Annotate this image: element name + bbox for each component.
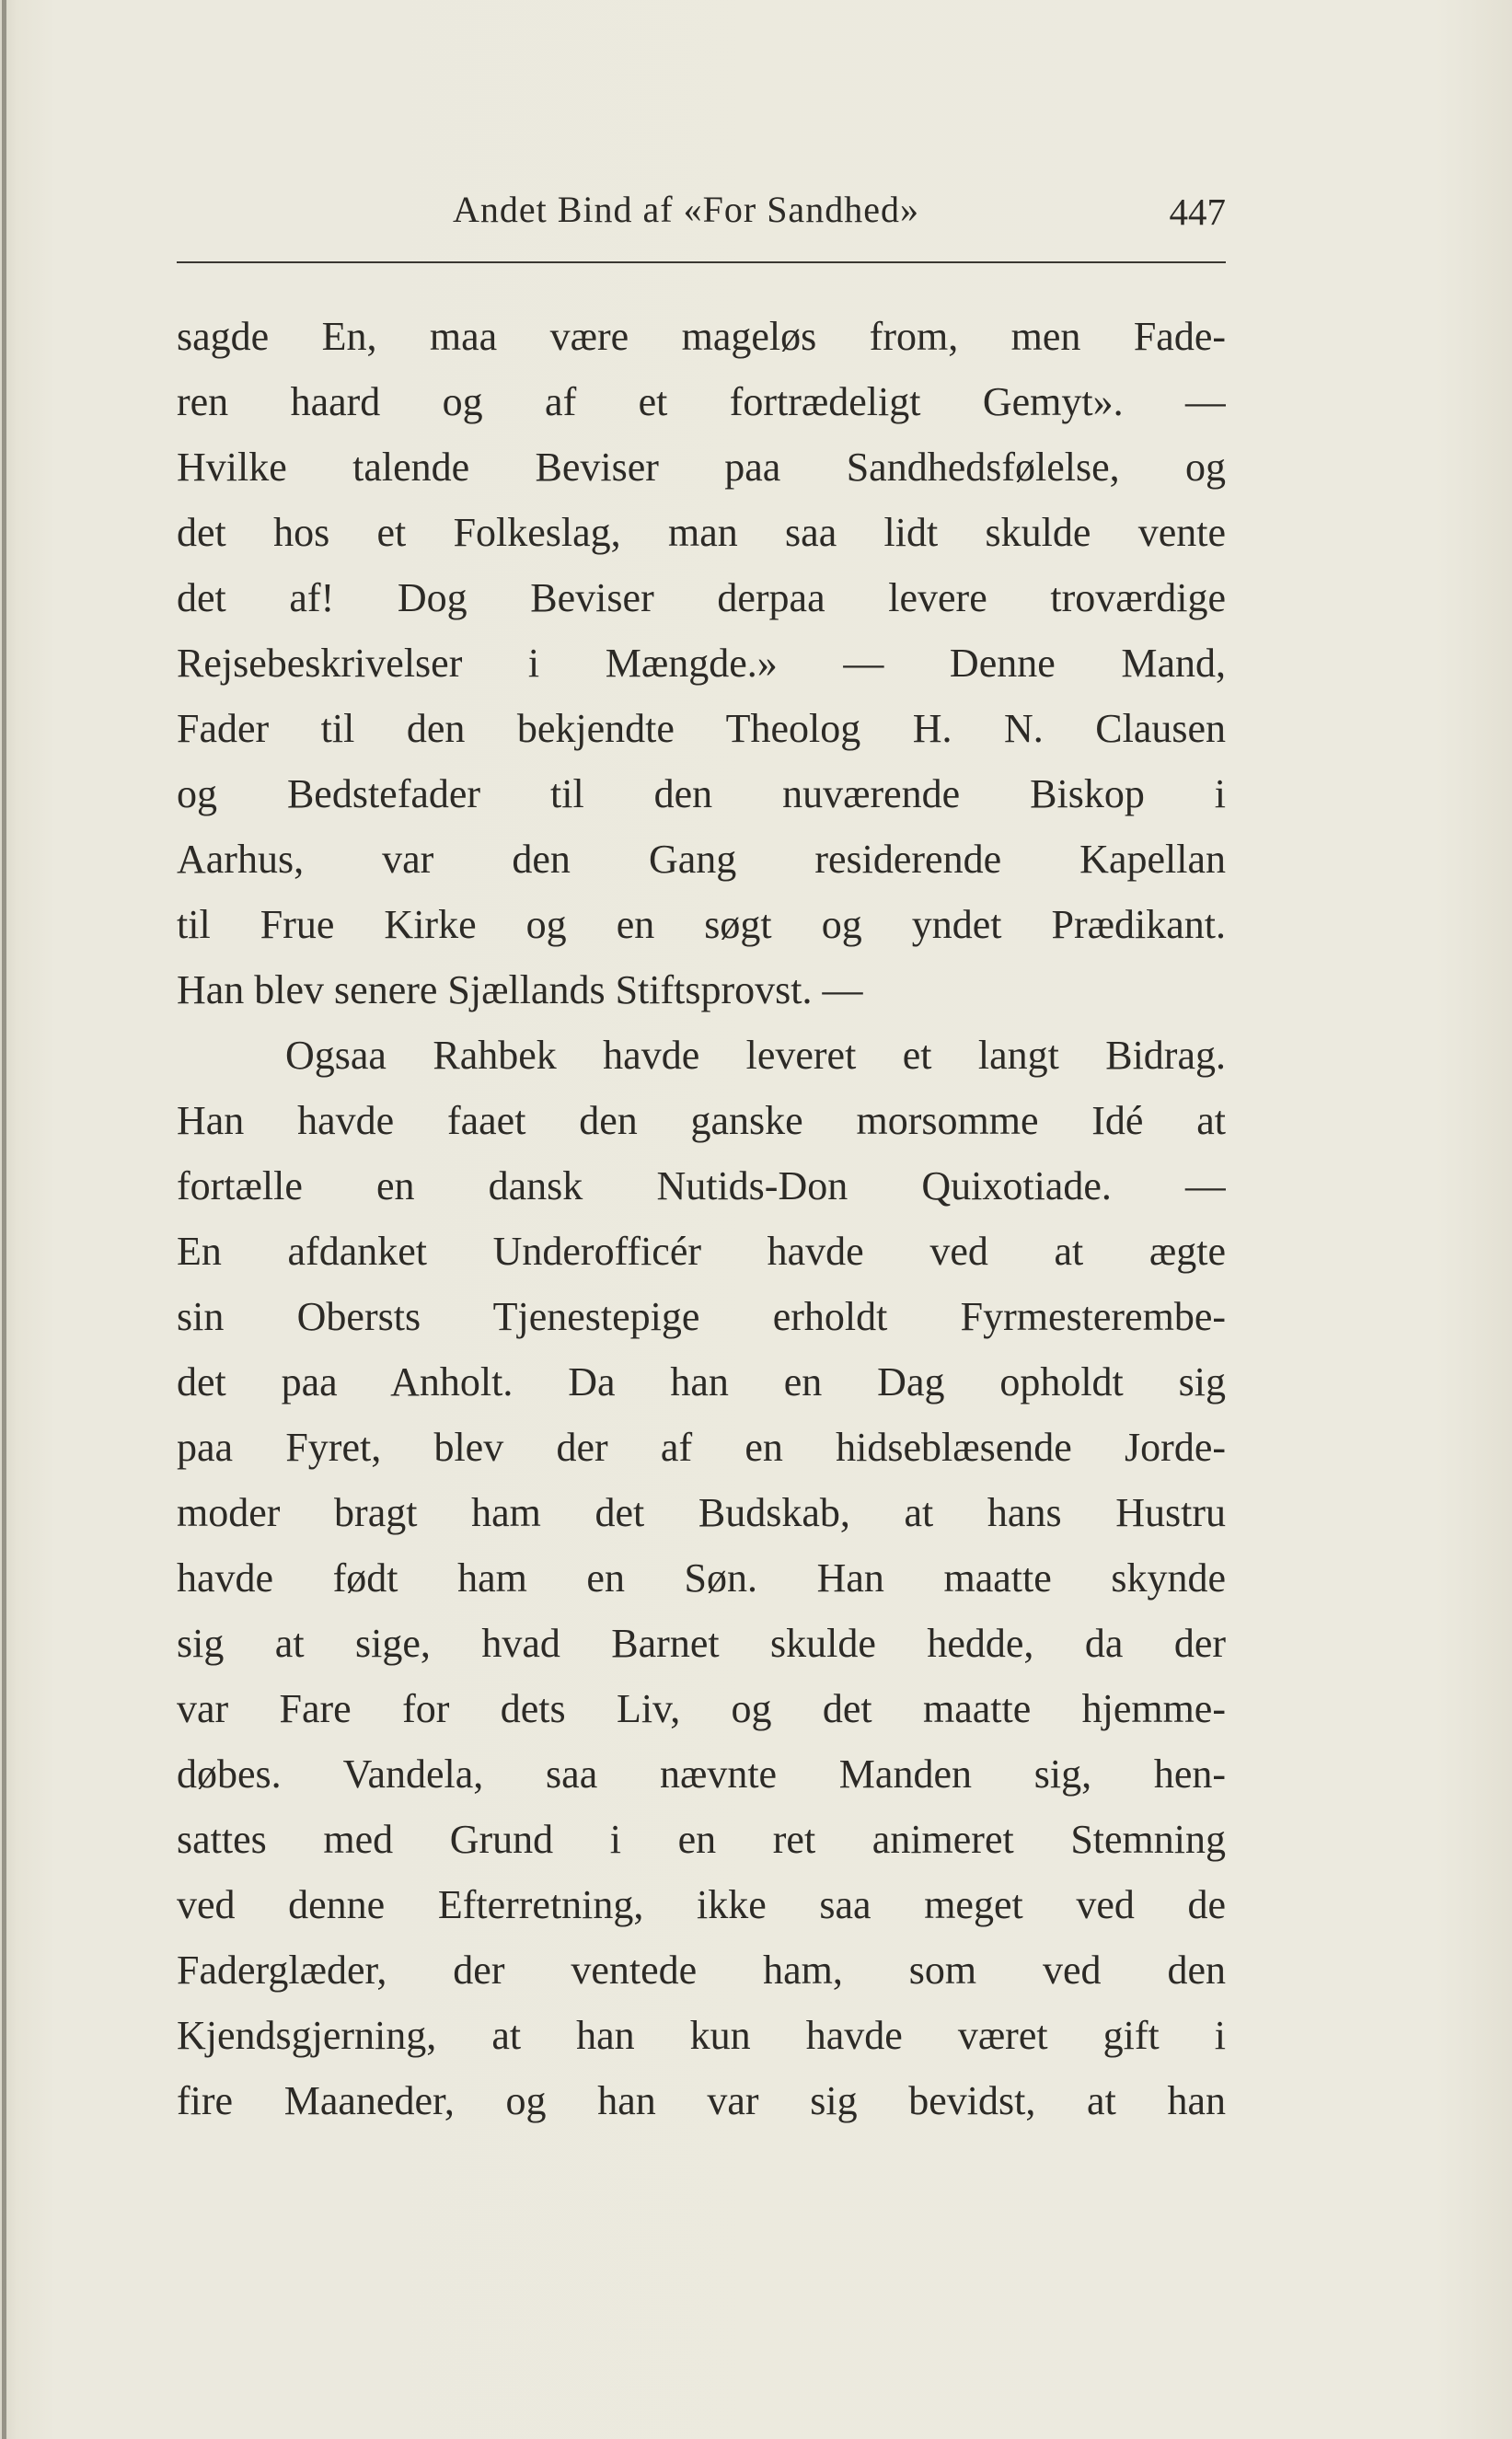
body-text: [177, 304, 1226, 2133]
text-line: sin Obersts Tjenestepige erholdt Fyrmesterembe-: [177, 1294, 1226, 1339]
text-line: En afdanket Underofficér havde ved at ægte: [177, 1229, 1226, 1274]
text-line: fortælle en dansk Nutids-Don Quixotiade. —: [177, 1163, 1226, 1208]
header-rule: [177, 261, 1226, 263]
running-title: Andet Bind af «For Sandhed»: [453, 189, 919, 230]
text-line: Hvilke talende Beviser paa Sandhedsfølelse, og: [177, 445, 1226, 490]
page-number: 447: [1169, 191, 1226, 233]
text-line: ren haard og af et fortrædeligt Gemyt». —: [177, 379, 1226, 424]
text-line: det af! Dog Beviser derpaa levere troværdige: [177, 575, 1226, 620]
text-line: fire Maaneder, og han var sig bevidst, at han: [177, 2078, 1226, 2123]
text-line: Fader til den bekjendte Theolog H. N. Clausen: [177, 706, 1226, 751]
page-header: [177, 184, 1226, 249]
text-line: havde født ham en Søn. Han maatte skynde: [177, 1555, 1226, 1601]
text-line: var Fare for dets Liv, og det maatte hjemme-: [177, 1686, 1226, 1731]
text-line: sagde En, maa være mageløs from, men Fade-: [177, 314, 1226, 359]
text-line: Kjendsgjerning, at han kun havde været gift i: [177, 2013, 1226, 2058]
text-line: sattes med Grund i en ret animeret Stemning: [177, 1817, 1226, 1862]
page-edge-shadow: [2, 0, 6, 2439]
text-line: døbes. Vandela, saa nævnte Manden sig, hen-: [177, 1751, 1226, 1797]
text-line: det hos et Folkeslag, man saa lidt skulde vente: [177, 510, 1226, 555]
text-line: til Frue Kirke og en søgt og yndet Prædikant.: [177, 902, 1226, 947]
text-line: moder bragt ham det Budskab, at hans Hustru: [177, 1490, 1226, 1535]
text-line: Han havde faaet den ganske morsomme Idé at: [177, 1098, 1226, 1143]
text-line: Aarhus, var den Gang residerende Kapellan: [177, 837, 1226, 882]
text-line: ved denne Efterretning, ikke saa meget ved de: [177, 1882, 1226, 1927]
text-line: Faderglæder, der ventede ham, som ved den: [177, 1948, 1226, 1993]
text-line: Rejsebeskrivelser i Mængde.» — Denne Mand,: [177, 641, 1226, 686]
text-line-paragraph-start: Ogsaa Rahbek havde leveret et langt Bidrag.: [285, 1033, 1226, 1078]
text-line: paa Fyret, blev der af en hidseblæsende Jorde-: [177, 1425, 1226, 1470]
text-line-paragraph-end: Han blev senere Sjællands Stiftsprovst. —: [177, 967, 863, 1012]
text-line: sig at sige, hvad Barnet skulde hedde, da der: [177, 1621, 1226, 1666]
text-line: det paa Anholt. Da han en Dag opholdt sig: [177, 1359, 1226, 1404]
text-line: og Bedstefader til den nuværende Biskop i: [177, 771, 1226, 816]
